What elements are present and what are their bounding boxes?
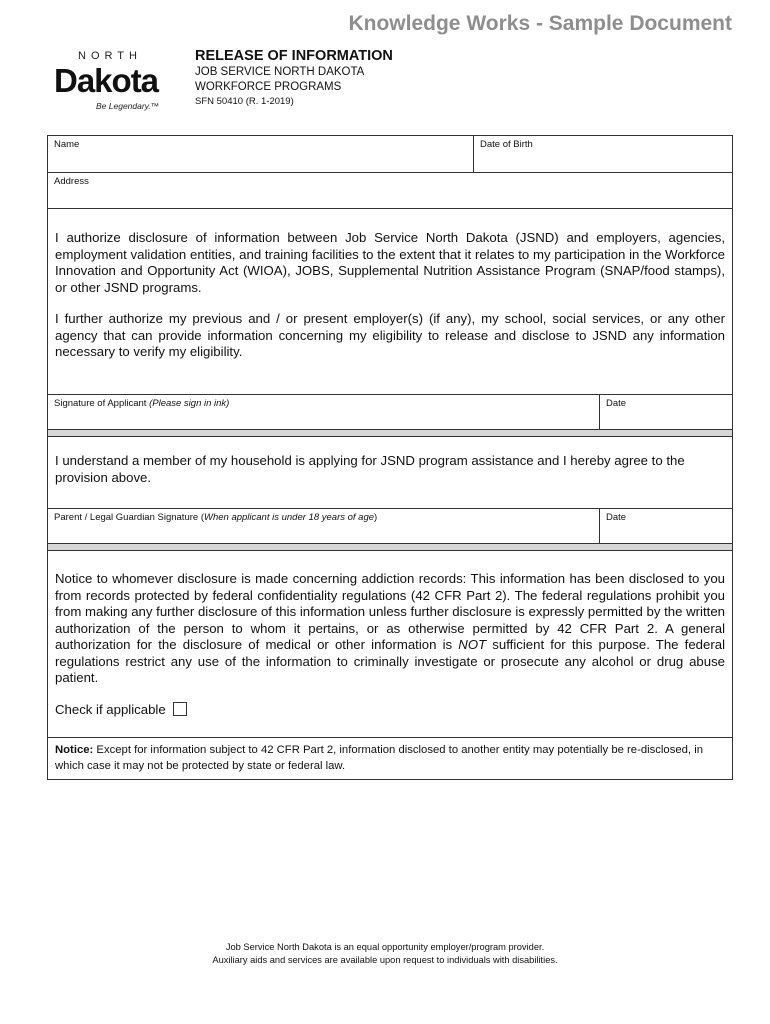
notice-label: Notice: (55, 744, 94, 756)
north-dakota-logo (54, 50, 174, 111)
signature-note: (Please sign in ink) (149, 398, 230, 409)
page-title: RELEASE OF INFORMATION (195, 48, 393, 64)
household-section (48, 437, 732, 509)
household-paragraph: I understand a member of my household is applying for JSND program assistance and I hereby agree to the provision above. (55, 453, 685, 485)
dob-label: Date of Birth (480, 139, 533, 150)
header-line-1: JOB SERVICE NORTH DAKOTA (195, 66, 365, 78)
section-divider (48, 544, 732, 551)
footer-line-2: Auxiliary aids and services are available upon request to individuals with disabilities. (212, 954, 558, 965)
address-label: Address (54, 176, 89, 187)
release-form (47, 135, 733, 780)
applicant-signature-row (48, 395, 732, 430)
form-number: SFN 50410 (R. 1-2019) (195, 96, 294, 107)
date-of-birth-field[interactable] (473, 136, 732, 172)
applicant-date-field[interactable] (599, 395, 732, 429)
addiction-records-paragraph (48, 571, 732, 687)
applicant-signature-field[interactable] (48, 395, 599, 429)
section-divider (48, 430, 732, 437)
logo-north-text: NORTH (78, 50, 142, 62)
date-label: Date (606, 398, 627, 409)
name-label: Name (54, 139, 80, 150)
footer (0, 941, 770, 966)
guardian-label-suffix: ) (374, 512, 378, 523)
check-label: Check if applicable (55, 701, 166, 717)
addiction-records-section (48, 551, 732, 738)
addiction-text-b: sufficient for this purpose. The federal regulations restrict any use of the information to criminally investigate or prosecute any alcohol or drug abuse patient. (55, 637, 726, 685)
header-line-2: WORKFORCE PROGRAMS (195, 81, 342, 93)
address-field[interactable] (48, 173, 732, 208)
redisclosure-notice (48, 738, 732, 779)
guardian-date-label: Date (606, 512, 627, 523)
watermark: Knowledge Works - Sample Document (348, 12, 732, 35)
guardian-date-field[interactable] (599, 509, 732, 543)
authorization-paragraph-2: I further authorize my previous and / or present employer(s) (if any), my school, social services, or any other agency that can provide information concerning my eligibility to release and disclose to JSND any information necessary to verify my eligibility. (55, 311, 725, 359)
addiction-not-emphasis: NOT (458, 637, 487, 652)
name-field[interactable] (48, 136, 473, 172)
applicable-checkbox[interactable] (173, 702, 187, 716)
address-row (48, 173, 732, 209)
check-applicable-row (48, 702, 732, 719)
notice-text: Except for information subject to 42 CFR Part 2, information disclosed to another entity may potentially be re-disclosed, in which case it may not be protected by state or federal law. (55, 744, 703, 772)
footer-line-1: Job Service North Dakota is an equal opportunity employer/program provider. (225, 942, 545, 952)
authorization-section (48, 209, 732, 395)
signature-label: Signature of Applicant (54, 398, 147, 409)
logo-tagline: Be Legendary.™ (96, 101, 160, 111)
guardian-label-prefix: Parent / Legal Guardian Signature ( (54, 512, 204, 523)
addiction-text-a: Notice to whomever disclosure is made concerning addiction records: This information has been disclosed to you from records protected by federal confidentiality regulations (42 CFR Part 2). The federal regulations prohibit you from making any further disclosure of this information unless further disclosure is expressly permitted by the written authorization of the person to whom it pertains, or as otherwise permitted by 42 CFR Part 2. A general authorization for the disclosure of medical or other information is (55, 571, 725, 652)
name-row (48, 136, 732, 173)
guardian-note: When applicant is under 18 years of age (203, 512, 375, 523)
authorization-paragraph-1: I authorize disclosure of information between Job Service North Dakota (JSND) and employers, agencies, employment validation entities, and training facilities to the extent that it relates to my participation in the Workforce Innovation and Opportunity Act (WIOA), JOBS, Supplemental Nutrition Assistance Program (SNAP/food stamps), or other JSND programs. (55, 230, 725, 295)
form-header (195, 47, 393, 109)
guardian-signature-row (48, 509, 732, 544)
logo-dakota-text: Dakota (54, 62, 159, 99)
guardian-signature-field[interactable] (48, 509, 599, 543)
